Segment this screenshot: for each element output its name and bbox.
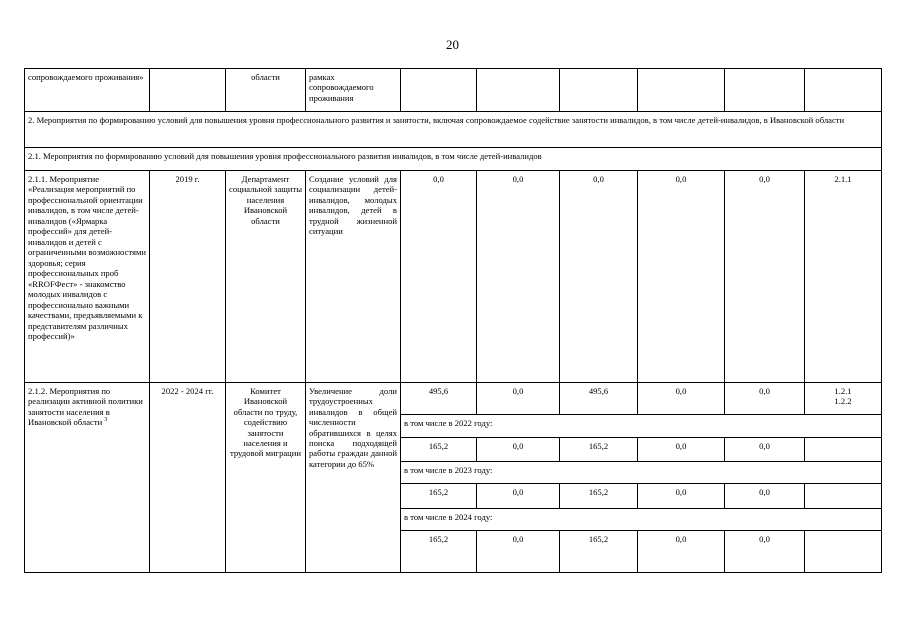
year-cell [150,69,226,112]
value-cell: 0,0 [477,170,560,382]
value-cell: 165,2 [401,437,477,461]
value-cell: 0,0 [638,531,725,573]
table-row [25,69,882,112]
section-row [25,111,882,148]
executor-cell: Департамент социальной защиты населения Ивановской области [226,170,306,382]
value-cell: 165,2 [401,484,477,508]
table-row [25,382,882,415]
value-cell: 0,0 [638,170,725,382]
reference-cell: 2.1.1 [805,170,882,382]
value-cell: 0,0 [560,170,638,382]
measure-name-cell: сопровождаемого проживания» [25,69,150,112]
value-cell: 165,2 [560,437,638,461]
value-cell: 0,0 [638,437,725,461]
measures-table [24,68,882,573]
section-title: 2. Мероприятия по формированию условий для повышения уровня профессионального развития и занятости, включая сопровождаемое содействие занятости инвалидов, в том числе детей-инвалидов, в Ивановской области [25,111,882,148]
result-cell: рамках сопровождаемого проживания [306,69,401,112]
measure-name-cell: 2.1.2. Мероприятия по реализации активной политики занятости населения в Ивановской области $^3$ [25,382,150,572]
value-cell: 0,0 [638,382,725,415]
executor-cell: Комитет Ивановской области по труду, содействию занятости населения и трудовой миграции [226,382,306,572]
value-cell: 0,0 [725,531,805,573]
value-cell: 0,0 [725,484,805,508]
executor-cell: области [226,69,306,112]
value-cell: 165,2 [560,484,638,508]
subsection-title: 2.1. Мероприятия по формированию условий для повышения уровня профессионального развития инвалидов, в том числе детей-инвалидов [25,148,882,170]
value-cell: 495,6 [560,382,638,415]
value-cell: 0,0 [477,531,560,573]
measure-name-cell: 2.1.1. Мероприятие «Реализация мероприятий по профессиональной ориентации инвалидов, в том числе детей-инвалидов («Ярмарка профессий» для детей-инвалидов и детей с ограниченными возможностями здоровья; серия профессиональных проб «RROFФест» - знакомство молодых инвалидов с профессионально важными качествами, предъявляемыми к представителям различных профессий)» [25,170,150,382]
value-cell: 0,0 [477,382,560,415]
year-label: в том числе в 2023 году: [401,461,882,483]
value-cell: 0,0 [725,170,805,382]
value-cell: 165,2 [401,531,477,573]
table-row [25,170,882,382]
result-cell: Создание условий для социализации детей-инвалидов, молодых инвалидов, детей в трудной жизненной ситуации [306,170,401,382]
value-cell: 0,0 [638,484,725,508]
value-cell: 0,0 [401,170,477,382]
value-cell: 165,2 [560,531,638,573]
value-cell: 0,0 [477,437,560,461]
year-cell: 2019 г. [150,170,226,382]
value-cell: 495,6 [401,382,477,415]
result-cell: Увеличение доли трудоустроенных инвалидов в общей численности обратившихся в целях поиска подходящей работы граждан данной категории до 65% [306,382,401,572]
footnote-mark: 3 [104,417,108,424]
subsection-row [25,148,882,170]
year-label: в том числе в 2022 году: [401,415,882,437]
year-label: в том числе в 2024 году: [401,508,882,530]
year-cell: 2022 - 2024 гг. [150,382,226,572]
reference-cell: 1.2.1 1.2.2 [805,382,882,415]
value-cell: 0,0 [725,437,805,461]
page-number: 20 [446,37,459,52]
value-cell: 0,0 [477,484,560,508]
value-cell: 0,0 [725,382,805,415]
